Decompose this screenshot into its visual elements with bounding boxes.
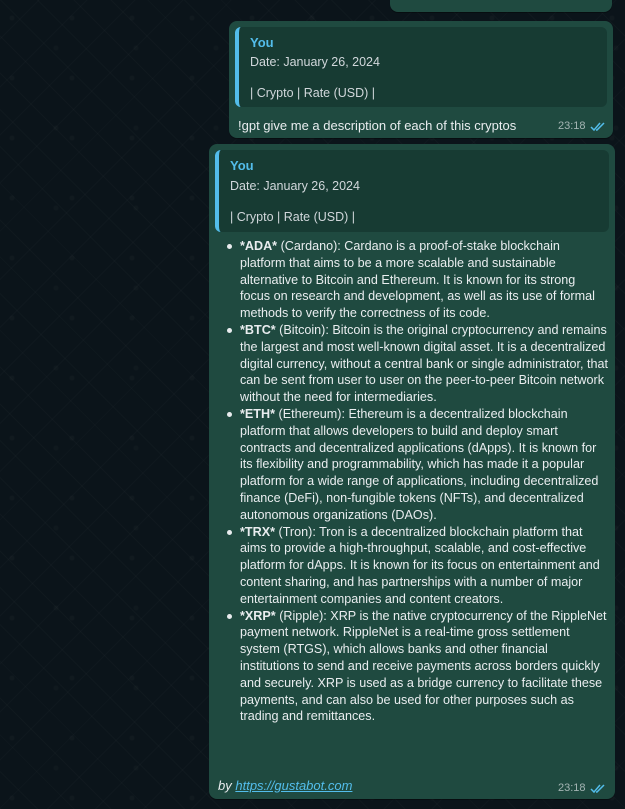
quote-table-line: | Crypto | Rate (USD) |	[230, 210, 356, 224]
double-check-icon	[590, 121, 606, 132]
crypto-description: (Bitcoin): Bitcoin is the original cryptocurrency and remains the largest and most well-known digital asset. It is a decentralized digital currency, without a central bank or single administrator, that can be sent from user to user on the peer-to-peer Bitcoin network without the need for intermediaries.	[240, 322, 608, 405]
quote-date-line: Date: January 26, 2024	[250, 55, 380, 69]
message-meta	[558, 782, 606, 794]
crypto-description: (Ripple): XRP is the native cryptocurrency of the RippleNet payment network. RippleNet is a real-time gross settlement system (RTGS), which allows banks and other financial institutions to send and receive payments across borders quickly and securely. XRP is used as a bridge currency to facilitate these payments, and can also be used for other purposes such as trading and remittances.	[240, 608, 607, 724]
signature-link[interactable]: https://gustabot.com	[235, 778, 353, 793]
list-item	[240, 238, 608, 322]
list-item	[240, 608, 608, 726]
quote-author: You	[250, 35, 274, 50]
quoted-message[interactable]	[235, 27, 607, 107]
message-bubble-response[interactable]	[209, 144, 615, 799]
crypto-symbol: *ADA*	[240, 239, 278, 253]
crypto-description: (Cardano): Cardano is a proof-of-stake blockchain platform that aims to be a more scalable and sustainable alternative to Bitcoin and Ethereum. It is known for its strong focus on research and development, as well as its use of formal methods to verify the correctness of its code.	[240, 239, 595, 321]
bot-signature	[218, 778, 352, 793]
double-check-icon	[590, 783, 606, 794]
message-bubble-prompt[interactable]	[229, 21, 613, 138]
crypto-description-list	[240, 238, 608, 725]
message-time: 23:18	[558, 782, 586, 794]
crypto-symbol: *TRX*	[240, 524, 275, 539]
list-item	[240, 406, 608, 524]
crypto-description: (Ethereum): Ethereum is a decentralized blockchain platform that allows developers to build and deploy smart contracts and decentralized applications (dApps). It is known for its flexibility and programmability, which has made it a popular platform for a wide range of applications, including decentralized finance (DeFi), non-fungible tokens (NFTs), and decentralized autonomous organizations (DAOs).	[240, 406, 599, 522]
message-bubble-previous[interactable]	[390, 0, 612, 12]
message-text: !gpt give me a description of each of this cryptos	[238, 118, 517, 133]
message-meta	[558, 120, 606, 132]
message-time: 23:18	[558, 120, 586, 132]
crypto-symbol: *XRP*	[240, 608, 276, 623]
crypto-description: (Tron): Tron is a decentralized blockchain platform that aims to provide a high-throughput, scalable, and cost-effective platform for dApps. It is known for its focus on entertainment and content sharing, and has partnerships with a number of major entertainment companies and content creators.	[240, 524, 600, 606]
signature-prefix: by	[218, 778, 232, 793]
list-item	[240, 322, 608, 406]
quote-table-line: | Crypto | Rate (USD) |	[250, 86, 376, 100]
list-item	[240, 524, 608, 608]
crypto-symbol: *ETH*	[240, 406, 275, 421]
quoted-message[interactable]	[215, 150, 609, 232]
crypto-symbol: *BTC*	[240, 322, 276, 337]
quote-date-line: Date: January 26, 2024	[230, 179, 360, 193]
quote-author: You	[230, 158, 254, 173]
